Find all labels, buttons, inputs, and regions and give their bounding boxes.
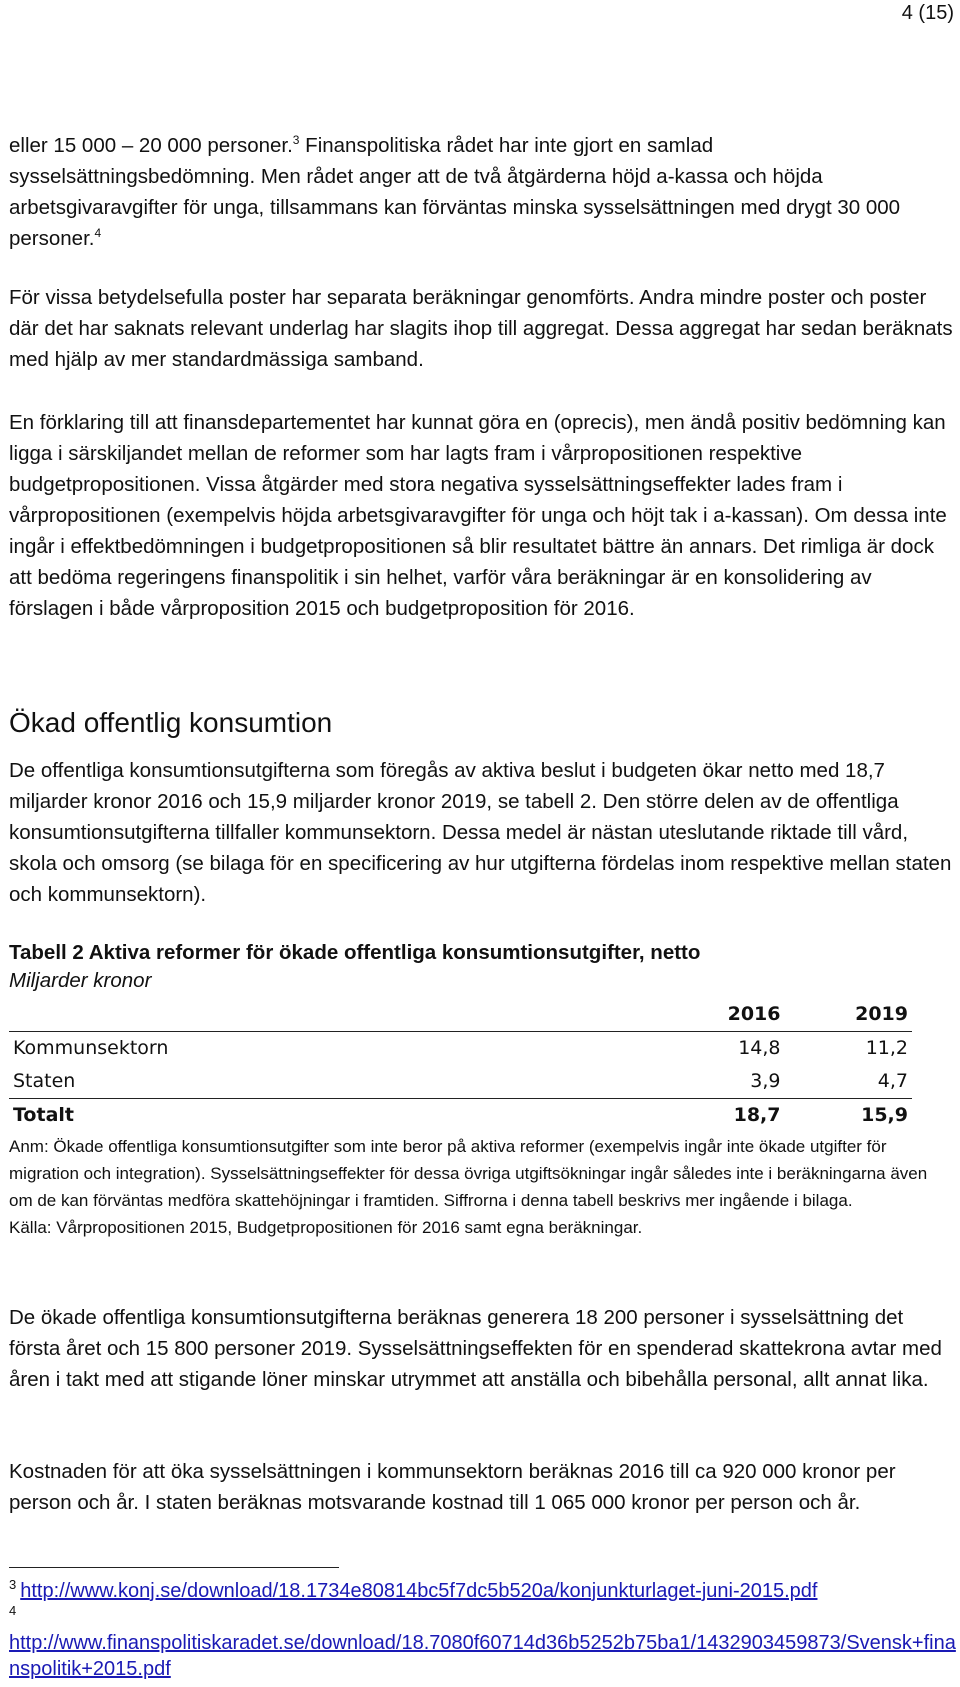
footnote-ref-4[interactable]: 4 [94, 226, 102, 241]
paragraph-6-text: Kostnaden för att öka sysselsättningen i kommunsektorn beräknas 2016 till ca 920 000 kronor per person och år. I staten beräknas motsvarande kostnad till 1 065 000 kronor per person och år. [9, 1460, 896, 1514]
table-title: Tabell 2 Aktiva reformer för ökade offentliga konsumtionsutgifter, netto [9, 941, 701, 964]
paragraph-1-start: eller 15 000 – 20 000 personer. [9, 134, 293, 157]
footnote-link-3[interactable]: http://www.konj.se/download/18.1734e80814bc5f7dc5b520a/konjunkturlaget-juni-2015.pdf [20, 1580, 818, 1602]
paragraph-4 [9, 755, 957, 910]
table-notes [9, 1133, 949, 1241]
table-header-row [9, 998, 912, 1032]
table-subtitle: Miljarder kronor [9, 969, 152, 992]
cell-2016: 3,9 [657, 1065, 785, 1099]
table-header-2016: 2016 [657, 998, 785, 1032]
table-row [9, 1032, 912, 1066]
paragraph-6 [9, 1456, 957, 1518]
paragraph-4-text: De offentliga konsumtionsutgifterna som föregås av aktiva beslut i budgeten ökar netto med 18,7 miljarder kronor 2016 och 15,9 miljarder kronor 2019, se tabell 2. Den större delen av de offentliga konsumtionsutgifterna tillfaller kommunsektorn. Dessa medel är nästan uteslutande riktade till vård, skola och omsorg (se bilaga för en specificering av hur utgifterna fördelas inom respektive mellan staten och kommunsektorn). [9, 759, 952, 906]
row-label: Kommunsektorn [13, 1037, 169, 1059]
footnote-number: 4 [9, 1603, 17, 1619]
paragraph-3 [9, 407, 957, 624]
data-table [9, 998, 912, 1132]
paragraph-5 [9, 1302, 957, 1395]
table-header-2019: 2019 [785, 998, 913, 1032]
total-2016: 18,7 [733, 1104, 781, 1126]
paragraph-3-text: En förklaring till att finansdepartementet har kunnat göra en (oprecis), men ändå positiv bedömning kan ligga i särskiljandet mellan de reformer som har lagts fram i vårpropositionen respektive budgetpropositionen. Vissa åtgärder med stora negativa sysselsättningseffekter lades fram i vårpropositionen (exempelvis höjda arbetsgivaravgifter för unga och höjt tak i a-kassan). Om dessa inte ingår i effektbedömningen i budgetpropositionen så blir resultatet bättre än annars. Det rimliga är dock att bedöma regeringens finanspolitik i sin helhet, varför våra beräkningar är en konsolidering av förslagen i både vårproposition 2015 och budgetproposition för 2016. [9, 411, 947, 620]
footnote-link-4[interactable]: http://www.finanspolitiskaradet.se/download/18.7080f60714d36b5252b75ba1/1432903459873/Svensk+finanspolitik+2015.pdf [9, 1632, 956, 1680]
section-heading: Ökad offentlig konsumtion [9, 707, 333, 738]
paragraph-2 [9, 282, 957, 375]
cell-2016: 14,8 [738, 1037, 781, 1059]
table-note: Anm: Ökade offentliga konsumtionsutgifter som inte beror på aktiva reformer (exempelvis ingår inte ökade utgifter för migration och integration). Sysselsättningseffekter för dessa övriga utgiftsökningar ingår således inte i beräkningarna även om de kan förväntas medföra skattehöjningar i framtiden. Siffrorna i denna tabell beskrivs mer ingående i bilaga. [9, 1137, 928, 1210]
footnotes [9, 1578, 957, 1682]
footnote-4 [9, 1604, 957, 1682]
paragraph-1 [9, 130, 957, 254]
footnote-number: 3 [9, 1577, 17, 1593]
table-header-label [9, 998, 657, 1032]
total-label: Totalt [13, 1104, 74, 1126]
cell-2019: 4,7 [785, 1065, 913, 1099]
page-number: 4 (15) [901, 2, 954, 24]
total-2019: 15,9 [861, 1104, 908, 1126]
cell-2019: 11,2 [865, 1037, 908, 1059]
table-source: Källa: Vårpropositionen 2015, Budgetpropositionen för 2016 samt egna beräkningar. [9, 1218, 643, 1237]
table-row [9, 1065, 912, 1099]
paragraph-1-rest: Finanspolitiska rådet har inte gjort en samlad sysselsättningsbedömning. Men rådet anger att de två åtgärderna höjd a-kassa och höjda arbetsgivaravgifter för unga, tillsammans kan förväntas minska sysselsättningen med drygt 30 000 personer. [9, 134, 901, 250]
paragraph-5-text: De ökade offentliga konsumtionsutgifterna beräknas generera 18 200 personer i sysselsättning det första året och 15 800 personer 2019. Sysselsättningseffekten för en spenderad skattekrona avtar med åren i takt med att stigande löner minskar utrymmet att anställa och bibehålla personal, allt annat lika. [9, 1306, 942, 1391]
footnote-ref-3[interactable]: 3 [292, 133, 300, 148]
paragraph-2-text: För vissa betydelsefulla poster har separata beräkningar genomförts. Andra mindre poster och poster där det har saknats relevant underlag har slagits ihop till aggregat. Dessa aggregat har sedan beräknats med hjälp av mer standardmässiga samband. [9, 286, 953, 371]
footnote-3 [9, 1578, 957, 1604]
row-label: Staten [9, 1065, 657, 1099]
table-total-row [9, 1099, 912, 1133]
footnote-divider [9, 1567, 339, 1568]
